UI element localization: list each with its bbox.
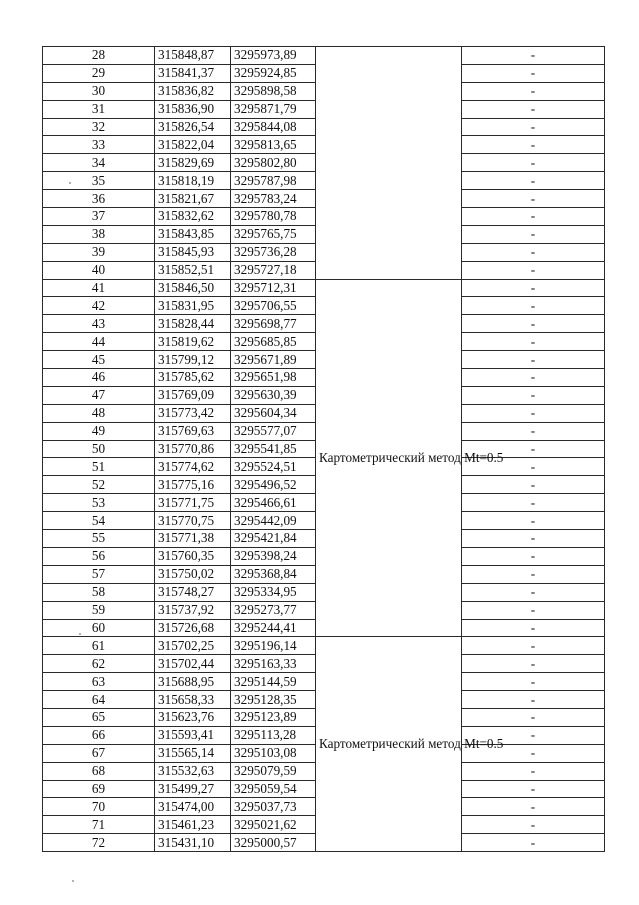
point-number-cell: 46 xyxy=(43,369,155,387)
remark-cell: - xyxy=(462,744,605,762)
remark-cell: - xyxy=(462,691,605,709)
y-coordinate-cell: 3295727,18 xyxy=(231,261,316,279)
remark-cell: - xyxy=(462,279,605,297)
x-coordinate-cell: 315845,93 xyxy=(155,243,231,261)
y-coordinate-cell: 3295698,77 xyxy=(231,315,316,333)
remark-cell: - xyxy=(462,458,605,476)
remark-cell: - xyxy=(462,100,605,118)
x-coordinate-cell: 315832,62 xyxy=(155,208,231,226)
x-coordinate-cell: 315688,95 xyxy=(155,673,231,691)
y-coordinate-cell: 3295787,98 xyxy=(231,172,316,190)
point-number-cell: 28 xyxy=(43,47,155,65)
y-coordinate-cell: 3295630,39 xyxy=(231,386,316,404)
x-coordinate-cell: 315773,42 xyxy=(155,404,231,422)
point-number-cell: 49 xyxy=(43,422,155,440)
point-number-cell: 68 xyxy=(43,762,155,780)
table-row xyxy=(43,47,605,65)
point-number-cell: 34 xyxy=(43,154,155,172)
remark-cell: - xyxy=(462,172,605,190)
point-number-cell: 44 xyxy=(43,333,155,351)
y-coordinate-cell: 3295244,41 xyxy=(231,619,316,637)
remark-cell: - xyxy=(462,780,605,798)
point-number-cell: 41 xyxy=(43,279,155,297)
remark-cell: - xyxy=(462,816,605,834)
x-coordinate-cell: 315474,00 xyxy=(155,798,231,816)
y-coordinate-cell: 3295973,89 xyxy=(231,47,316,65)
remark-cell: - xyxy=(462,476,605,494)
method-cell xyxy=(316,47,462,280)
x-coordinate-cell: 315760,35 xyxy=(155,547,231,565)
point-number-cell: 39 xyxy=(43,243,155,261)
remark-cell: - xyxy=(462,762,605,780)
remark-cell: - xyxy=(462,530,605,548)
x-coordinate-cell: 315748,27 xyxy=(155,583,231,601)
y-coordinate-cell: 3295577,07 xyxy=(231,422,316,440)
point-number-cell: 54 xyxy=(43,512,155,530)
coordinates-table-body xyxy=(43,47,605,852)
y-coordinate-cell: 3295123,89 xyxy=(231,708,316,726)
scan-speck xyxy=(72,880,74,882)
point-number-cell: 58 xyxy=(43,583,155,601)
point-number-cell: 32 xyxy=(43,118,155,136)
x-coordinate-cell: 315819,62 xyxy=(155,333,231,351)
x-coordinate-cell: 315593,41 xyxy=(155,726,231,744)
x-coordinate-cell: 315623,76 xyxy=(155,708,231,726)
x-coordinate-cell: 315532,63 xyxy=(155,762,231,780)
y-coordinate-cell: 3295651,98 xyxy=(231,369,316,387)
point-number-cell: 67 xyxy=(43,744,155,762)
point-number-cell: 45 xyxy=(43,351,155,369)
remark-cell: - xyxy=(462,297,605,315)
x-coordinate-cell: 315769,63 xyxy=(155,422,231,440)
x-coordinate-cell: 315852,51 xyxy=(155,261,231,279)
table-row xyxy=(43,637,605,655)
remark-cell: - xyxy=(462,798,605,816)
x-coordinate-cell: 315822,04 xyxy=(155,136,231,154)
x-coordinate-cell: 315726,68 xyxy=(155,619,231,637)
method-cell: Картометрический метод Mt=0.5 xyxy=(316,279,462,637)
remark-cell: - xyxy=(462,118,605,136)
y-coordinate-cell: 3295780,78 xyxy=(231,208,316,226)
point-number-cell: 40 xyxy=(43,261,155,279)
x-coordinate-cell: 315831,95 xyxy=(155,297,231,315)
point-number-cell: 33 xyxy=(43,136,155,154)
x-coordinate-cell: 315770,86 xyxy=(155,440,231,458)
remark-cell: - xyxy=(462,619,605,637)
remark-cell: - xyxy=(462,583,605,601)
x-coordinate-cell: 315499,27 xyxy=(155,780,231,798)
remark-cell: - xyxy=(462,208,605,226)
coordinates-table xyxy=(42,46,605,852)
y-coordinate-cell: 3295783,24 xyxy=(231,190,316,208)
y-coordinate-cell: 3295368,84 xyxy=(231,565,316,583)
y-coordinate-cell: 3295924,85 xyxy=(231,64,316,82)
x-coordinate-cell: 315565,14 xyxy=(155,744,231,762)
remark-cell: - xyxy=(462,82,605,100)
x-coordinate-cell: 315775,16 xyxy=(155,476,231,494)
y-coordinate-cell: 3295524,51 xyxy=(231,458,316,476)
point-number-cell: 51 xyxy=(43,458,155,476)
x-coordinate-cell: 315818,19 xyxy=(155,172,231,190)
remark-cell: - xyxy=(462,369,605,387)
remark-cell: - xyxy=(462,225,605,243)
point-number-cell: 57 xyxy=(43,565,155,583)
point-number-cell: 64 xyxy=(43,691,155,709)
x-coordinate-cell: 315836,90 xyxy=(155,100,231,118)
x-coordinate-cell: 315846,50 xyxy=(155,279,231,297)
y-coordinate-cell: 3295113,28 xyxy=(231,726,316,744)
remark-cell: - xyxy=(462,351,605,369)
remark-cell: - xyxy=(462,655,605,673)
remark-cell: - xyxy=(462,726,605,744)
y-coordinate-cell: 3295334,95 xyxy=(231,583,316,601)
y-coordinate-cell: 3295736,28 xyxy=(231,243,316,261)
y-coordinate-cell: 3295802,80 xyxy=(231,154,316,172)
y-coordinate-cell: 3295128,35 xyxy=(231,691,316,709)
x-coordinate-cell: 315828,44 xyxy=(155,315,231,333)
y-coordinate-cell: 3295079,59 xyxy=(231,762,316,780)
remark-cell: - xyxy=(462,601,605,619)
remark-cell: - xyxy=(462,512,605,530)
y-coordinate-cell: 3295844,08 xyxy=(231,118,316,136)
x-coordinate-cell: 315841,37 xyxy=(155,64,231,82)
point-number-cell: 43 xyxy=(43,315,155,333)
remark-cell: - xyxy=(462,547,605,565)
remark-cell: - xyxy=(462,708,605,726)
x-coordinate-cell: 315785,62 xyxy=(155,369,231,387)
y-coordinate-cell: 3295163,33 xyxy=(231,655,316,673)
remark-cell: - xyxy=(462,333,605,351)
y-coordinate-cell: 3295541,85 xyxy=(231,440,316,458)
point-number-cell: 66 xyxy=(43,726,155,744)
y-coordinate-cell: 3295466,61 xyxy=(231,494,316,512)
x-coordinate-cell: 315774,62 xyxy=(155,458,231,476)
x-coordinate-cell: 315750,02 xyxy=(155,565,231,583)
x-coordinate-cell: 315431,10 xyxy=(155,834,231,852)
y-coordinate-cell: 3295898,58 xyxy=(231,82,316,100)
x-coordinate-cell: 315836,82 xyxy=(155,82,231,100)
y-coordinate-cell: 3295000,57 xyxy=(231,834,316,852)
x-coordinate-cell: 315821,67 xyxy=(155,190,231,208)
remark-cell: - xyxy=(462,565,605,583)
x-coordinate-cell: 315737,92 xyxy=(155,601,231,619)
x-coordinate-cell: 315702,25 xyxy=(155,637,231,655)
y-coordinate-cell: 3295604,34 xyxy=(231,404,316,422)
point-number-cell: 35 xyxy=(43,172,155,190)
point-number-cell: 50 xyxy=(43,440,155,458)
point-number-cell: 53 xyxy=(43,494,155,512)
y-coordinate-cell: 3295196,14 xyxy=(231,637,316,655)
y-coordinate-cell: 3295706,55 xyxy=(231,297,316,315)
remark-cell: - xyxy=(462,47,605,65)
x-coordinate-cell: 315769,09 xyxy=(155,386,231,404)
y-coordinate-cell: 3295421,84 xyxy=(231,530,316,548)
y-coordinate-cell: 3295813,65 xyxy=(231,136,316,154)
point-number-cell: 55 xyxy=(43,530,155,548)
x-coordinate-cell: 315848,87 xyxy=(155,47,231,65)
point-number-cell: 31 xyxy=(43,100,155,118)
point-number-cell: 48 xyxy=(43,404,155,422)
x-coordinate-cell: 315702,44 xyxy=(155,655,231,673)
remark-cell: - xyxy=(462,64,605,82)
scan-speck xyxy=(69,182,71,184)
x-coordinate-cell: 315826,54 xyxy=(155,118,231,136)
remark-cell: - xyxy=(462,494,605,512)
remark-cell: - xyxy=(462,154,605,172)
y-coordinate-cell: 3295685,85 xyxy=(231,333,316,351)
remark-cell: - xyxy=(462,404,605,422)
point-number-cell: 29 xyxy=(43,64,155,82)
point-number-cell: 70 xyxy=(43,798,155,816)
remark-cell: - xyxy=(462,386,605,404)
x-coordinate-cell: 315461,23 xyxy=(155,816,231,834)
scan-speck xyxy=(79,633,81,635)
point-number-cell: 47 xyxy=(43,386,155,404)
point-number-cell: 52 xyxy=(43,476,155,494)
remark-cell: - xyxy=(462,422,605,440)
x-coordinate-cell: 315829,69 xyxy=(155,154,231,172)
y-coordinate-cell: 3295398,24 xyxy=(231,547,316,565)
x-coordinate-cell: 315658,33 xyxy=(155,691,231,709)
remark-cell: - xyxy=(462,243,605,261)
point-number-cell: 71 xyxy=(43,816,155,834)
y-coordinate-cell: 3295712,31 xyxy=(231,279,316,297)
y-coordinate-cell: 3295273,77 xyxy=(231,601,316,619)
point-number-cell: 36 xyxy=(43,190,155,208)
point-number-cell: 30 xyxy=(43,82,155,100)
remark-cell: - xyxy=(462,673,605,691)
y-coordinate-cell: 3295765,75 xyxy=(231,225,316,243)
point-number-cell: 61 xyxy=(43,637,155,655)
y-coordinate-cell: 3295442,09 xyxy=(231,512,316,530)
table-row xyxy=(43,279,605,297)
point-number-cell: 37 xyxy=(43,208,155,226)
remark-cell: - xyxy=(462,136,605,154)
point-number-cell: 62 xyxy=(43,655,155,673)
point-number-cell: 69 xyxy=(43,780,155,798)
remark-cell: - xyxy=(462,440,605,458)
remark-cell: - xyxy=(462,315,605,333)
point-number-cell: 59 xyxy=(43,601,155,619)
remark-cell: - xyxy=(462,637,605,655)
y-coordinate-cell: 3295871,79 xyxy=(231,100,316,118)
y-coordinate-cell: 3295144,59 xyxy=(231,673,316,691)
y-coordinate-cell: 3295037,73 xyxy=(231,798,316,816)
x-coordinate-cell: 315771,75 xyxy=(155,494,231,512)
x-coordinate-cell: 315799,12 xyxy=(155,351,231,369)
y-coordinate-cell: 3295496,52 xyxy=(231,476,316,494)
y-coordinate-cell: 3295021,62 xyxy=(231,816,316,834)
x-coordinate-cell: 315843,85 xyxy=(155,225,231,243)
point-number-cell: 72 xyxy=(43,834,155,852)
point-number-cell: 42 xyxy=(43,297,155,315)
point-number-cell: 56 xyxy=(43,547,155,565)
point-number-cell: 63 xyxy=(43,673,155,691)
y-coordinate-cell: 3295103,08 xyxy=(231,744,316,762)
x-coordinate-cell: 315770,75 xyxy=(155,512,231,530)
y-coordinate-cell: 3295059,54 xyxy=(231,780,316,798)
remark-cell: - xyxy=(462,834,605,852)
point-number-cell: 65 xyxy=(43,708,155,726)
remark-cell: - xyxy=(462,190,605,208)
method-cell: Картометрический метод Mt=0.5 xyxy=(316,637,462,852)
point-number-cell: 60 xyxy=(43,619,155,637)
y-coordinate-cell: 3295671,89 xyxy=(231,351,316,369)
remark-cell: - xyxy=(462,261,605,279)
x-coordinate-cell: 315771,38 xyxy=(155,530,231,548)
point-number-cell: 38 xyxy=(43,225,155,243)
